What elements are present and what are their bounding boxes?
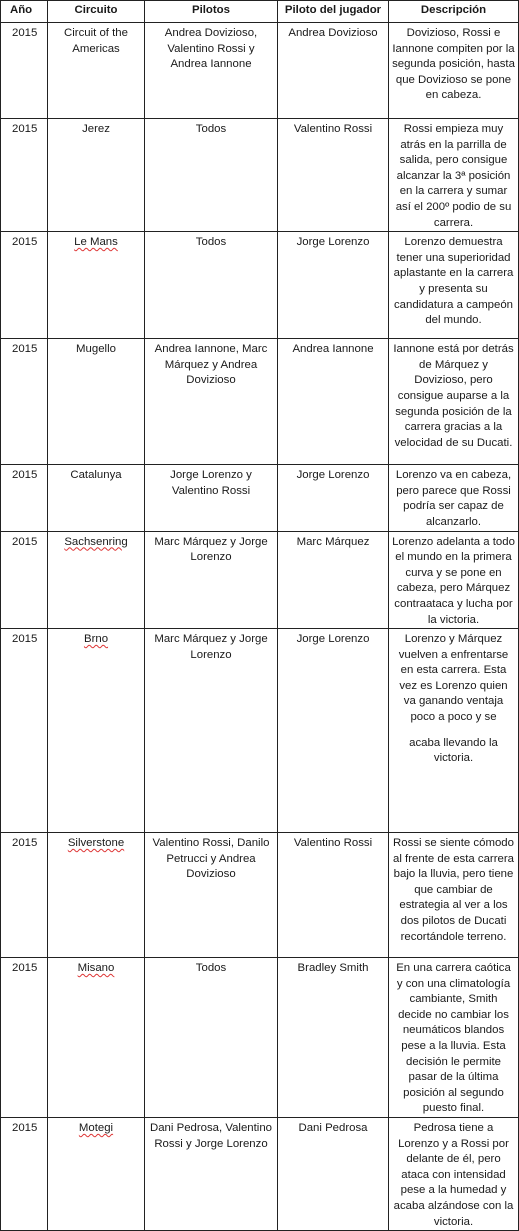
cell-description: Pedrosa tiene a Lorenzo y a Rossi por delante de él, pero ataca con intensidad pese a la humedad y acaba alzándose con la victoria.	[389, 1118, 519, 1231]
cell-riders: Todos	[145, 119, 278, 232]
cell-circuit: Mugello	[48, 339, 145, 465]
cell-description: Rossi se siente cómodo al frente de esta carrera bajo la lluvia, pero tiene que cambiar de estrategia al ver a los dos pilotos de Ducati recortándole terreno.	[389, 833, 519, 958]
cell-circuit	[48, 833, 145, 958]
cell-riders: Dani Pedrosa, Valentino Rossi y Jorge Lorenzo	[145, 1118, 278, 1231]
cell-riders: Todos	[145, 232, 278, 339]
cell-circuit	[48, 629, 145, 833]
cell-riders: Todos	[145, 958, 278, 1118]
cell-year: 2015	[1, 23, 48, 119]
table-row	[1, 465, 519, 531]
table-row	[1, 833, 519, 958]
table-row	[1, 119, 519, 232]
cell-circuit	[48, 531, 145, 629]
cell-circuit-text: Brno	[83, 633, 109, 646]
cell-circuit: Catalunya	[48, 465, 145, 531]
cell-year: 2015	[1, 833, 48, 958]
cell-circuit: Circuit of the Americas	[48, 23, 145, 119]
cell-description	[389, 629, 519, 833]
cell-riders: Jorge Lorenzo y Valentino Rossi	[145, 465, 278, 531]
cell-description: Lorenzo va en cabeza, pero parece que Rossi podría ser capaz de alcanzarlo.	[389, 465, 519, 531]
cell-player-rider: Jorge Lorenzo	[278, 629, 389, 833]
cell-year: 2015	[1, 465, 48, 531]
cell-description: Lorenzo adelanta a todo el mundo en la primera curva y se pone en cabeza, pero Márquez contraataca y lucha por la victoria.	[389, 531, 519, 629]
cell-player-rider: Jorge Lorenzo	[278, 465, 389, 531]
table-row	[1, 232, 519, 339]
cell-player-rider: Dani Pedrosa	[278, 1118, 389, 1231]
cell-year: 2015	[1, 1118, 48, 1231]
header-year: Año	[1, 1, 48, 23]
cell-riders: Andrea Iannone, Marc Márquez y Andrea Dovizioso	[145, 339, 278, 465]
table-row	[1, 531, 519, 629]
cell-circuit: Jerez	[48, 119, 145, 232]
cell-description: Iannone está por detrás de Márquez y Dovizioso, pero consigue auparse a la segunda posición de la carrera gracias a la velocidad de su Ducati.	[389, 339, 519, 465]
description-text-continued: acaba llevando la victoria.	[409, 736, 498, 765]
cell-riders: Marc Márquez y Jorge Lorenzo	[145, 531, 278, 629]
header-row	[1, 1, 519, 23]
cell-player-rider: Valentino Rossi	[278, 833, 389, 958]
cell-riders: Valentino Rossi, Danilo Petrucci y Andrea Dovizioso	[145, 833, 278, 958]
table-row	[1, 958, 519, 1118]
cell-player-rider: Jorge Lorenzo	[278, 232, 389, 339]
cell-circuit-text: Le Mans	[74, 236, 118, 249]
cell-description: Rossi empieza muy atrás en la parrilla de salida, pero consigue alcanzar la 3ª posición en la carrera y sumar así el 200º podio de su carrera.	[389, 119, 519, 232]
cell-circuit	[48, 958, 145, 1118]
header-player-rider: Piloto del jugador	[278, 1, 389, 23]
table-row	[1, 339, 519, 465]
cell-year: 2015	[1, 531, 48, 629]
cell-description: En una carrera caótica y con una climatología cambiante, Smith decide no cambiar los neumáticos blandos pese a la lluvia. Esta decisión le permite pasar de la última posición al segundo puesto final.	[389, 958, 519, 1118]
table-row	[1, 629, 519, 833]
cell-player-rider: Valentino Rossi	[278, 119, 389, 232]
cell-riders: Marc Márquez y Jorge Lorenzo	[145, 629, 278, 833]
cell-player-rider: Marc Márquez	[278, 531, 389, 629]
cell-player-rider: Bradley Smith	[278, 958, 389, 1118]
cell-circuit-text: Motegi	[78, 1122, 114, 1135]
cell-circuit	[48, 232, 145, 339]
cell-year: 2015	[1, 119, 48, 232]
table-row	[1, 23, 519, 119]
cell-year: 2015	[1, 958, 48, 1118]
table-row	[1, 1118, 519, 1231]
cell-player-rider: Andrea Iannone	[278, 339, 389, 465]
cell-description: Dovizioso, Rossi e Iannone compiten por la segunda posición, hasta que Dovizioso se pone en cabeza.	[389, 23, 519, 119]
cell-player-rider: Andrea Dovizioso	[278, 23, 389, 119]
cell-year: 2015	[1, 339, 48, 465]
header-circuit: Circuito	[48, 1, 145, 23]
cell-circuit	[48, 1118, 145, 1231]
description-text: Lorenzo y Márquez vuelven a enfrentarse en esta carrera. Esta vez es Lorenzo quien va ganando ventaja poco a poco y se	[398, 633, 509, 724]
cell-riders: Andrea Dovizioso, Valentino Rossi y Andrea Iannone	[145, 23, 278, 119]
cell-circuit-text: Silverstone	[67, 837, 125, 850]
header-description: Descripción	[389, 1, 519, 23]
cell-year: 2015	[1, 232, 48, 339]
header-riders: Pilotos	[145, 1, 278, 23]
cell-description: Lorenzo demuestra tener una superioridad aplastante en la carrera y presenta su candidatura a campeón del mundo.	[389, 232, 519, 339]
cell-year: 2015	[1, 629, 48, 833]
cell-circuit-text: Sachsenring	[64, 535, 128, 548]
cell-circuit-text: Misano	[77, 962, 115, 975]
